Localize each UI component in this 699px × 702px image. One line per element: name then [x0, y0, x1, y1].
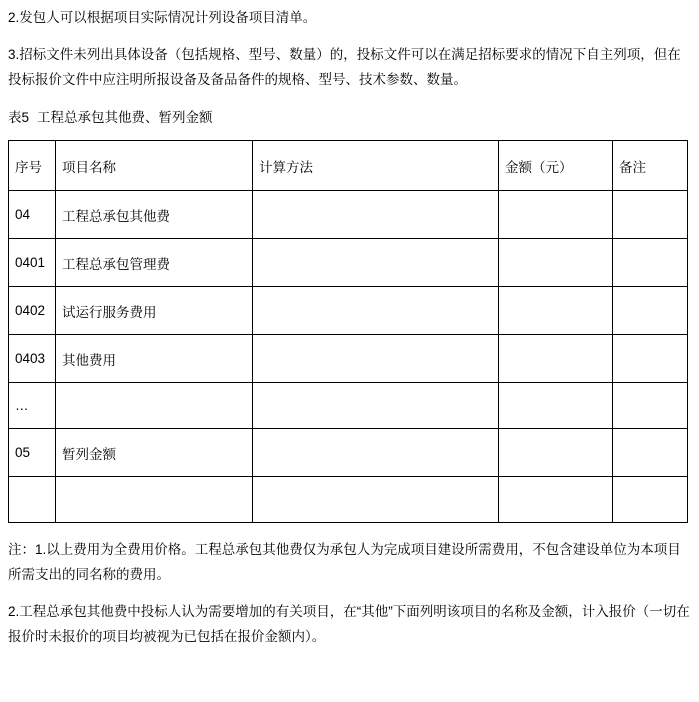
- table-cell-note: [613, 429, 688, 477]
- table-cell-name: 暂列金额: [56, 429, 253, 477]
- table-cell-calc: [253, 429, 499, 477]
- table-cell-no: 0401: [9, 239, 56, 287]
- table-cell-name: 试运行服务费用: [56, 287, 253, 335]
- table-row: [9, 239, 688, 287]
- table-cell-note: [613, 239, 688, 287]
- note-1: 注：1.以上费用为全费用价格。工程总承包其他费仅为承包人为完成项目建设所需费用，不包含建设单位为本项目所需支出的同名称的费用。: [8, 542, 681, 582]
- table-cell-no: [9, 477, 56, 523]
- table-cell-calc: [253, 239, 499, 287]
- table-cell-calc: [253, 287, 499, 335]
- table-notes: [8, 537, 691, 649]
- table-cell-calc: [253, 335, 499, 383]
- table-cell-calc: [253, 383, 499, 429]
- table-cell-no: 0403: [9, 335, 56, 383]
- table-row: [9, 335, 688, 383]
- table-cell-amount: [499, 335, 613, 383]
- table-row: [9, 191, 688, 239]
- table-cell-no: 04: [9, 191, 56, 239]
- table-header-cell: 计算方法: [253, 141, 499, 191]
- table-cell-calc: [253, 191, 499, 239]
- paragraph-2: 2.发包人可以根据项目实际情况计列设备项目清单。: [8, 10, 317, 25]
- table-cell-amount: [499, 287, 613, 335]
- table-cell-calc: [253, 477, 499, 523]
- table-row: [9, 383, 688, 429]
- table-caption: [8, 106, 691, 130]
- table-header-row: [9, 141, 688, 191]
- table-caption-title: 工程总承包其他费、暂列金额: [37, 110, 213, 125]
- other-fees-table: [8, 140, 688, 523]
- table-header-cell: 金额（元）: [499, 141, 613, 191]
- table-cell-amount: [499, 239, 613, 287]
- table-cell-note: [613, 383, 688, 429]
- table-cell-name: [56, 383, 253, 429]
- table-cell-amount: [499, 429, 613, 477]
- table-cell-note: [613, 191, 688, 239]
- table-cell-no: …: [9, 383, 56, 429]
- table-header-cell: 序号: [9, 141, 56, 191]
- table-cell-name: [56, 477, 253, 523]
- table-cell-amount: [499, 477, 613, 523]
- table-cell-name: 工程总承包管理费: [56, 239, 253, 287]
- table-cell-no: 05: [9, 429, 56, 477]
- table-cell-amount: [499, 191, 613, 239]
- paragraph-3: 3.招标文件未列出具体设备（包括规格、型号、数量）的，投标文件可以在满足招标要求的情况下自主列项，但在投标报价文件中应注明所报设备及备品备件的规格、型号、技术参数、数量。: [8, 47, 681, 87]
- table-header-cell: 项目名称: [56, 141, 253, 191]
- table-cell-name: 工程总承包其他费: [56, 191, 253, 239]
- table-cell-note: [613, 477, 688, 523]
- table-header-cell: 备注: [613, 141, 688, 191]
- table-cell-amount: [499, 383, 613, 429]
- table-row: [9, 287, 688, 335]
- table-cell-note: [613, 287, 688, 335]
- table-cell-no: 0402: [9, 287, 56, 335]
- table-cell-note: [613, 335, 688, 383]
- table-row: [9, 429, 688, 477]
- table-caption-label: 表5: [8, 110, 30, 125]
- note-2: 2.工程总承包其他费中投标人认为需要增加的有关项目，在“其他”下面列明该项目的名称及金额，计入报价（一切在报价时未报价的项目均被视为已包括在报价金额内）。: [8, 604, 690, 644]
- table-cell-name: 其他费用: [56, 335, 253, 383]
- table-row: [9, 477, 688, 523]
